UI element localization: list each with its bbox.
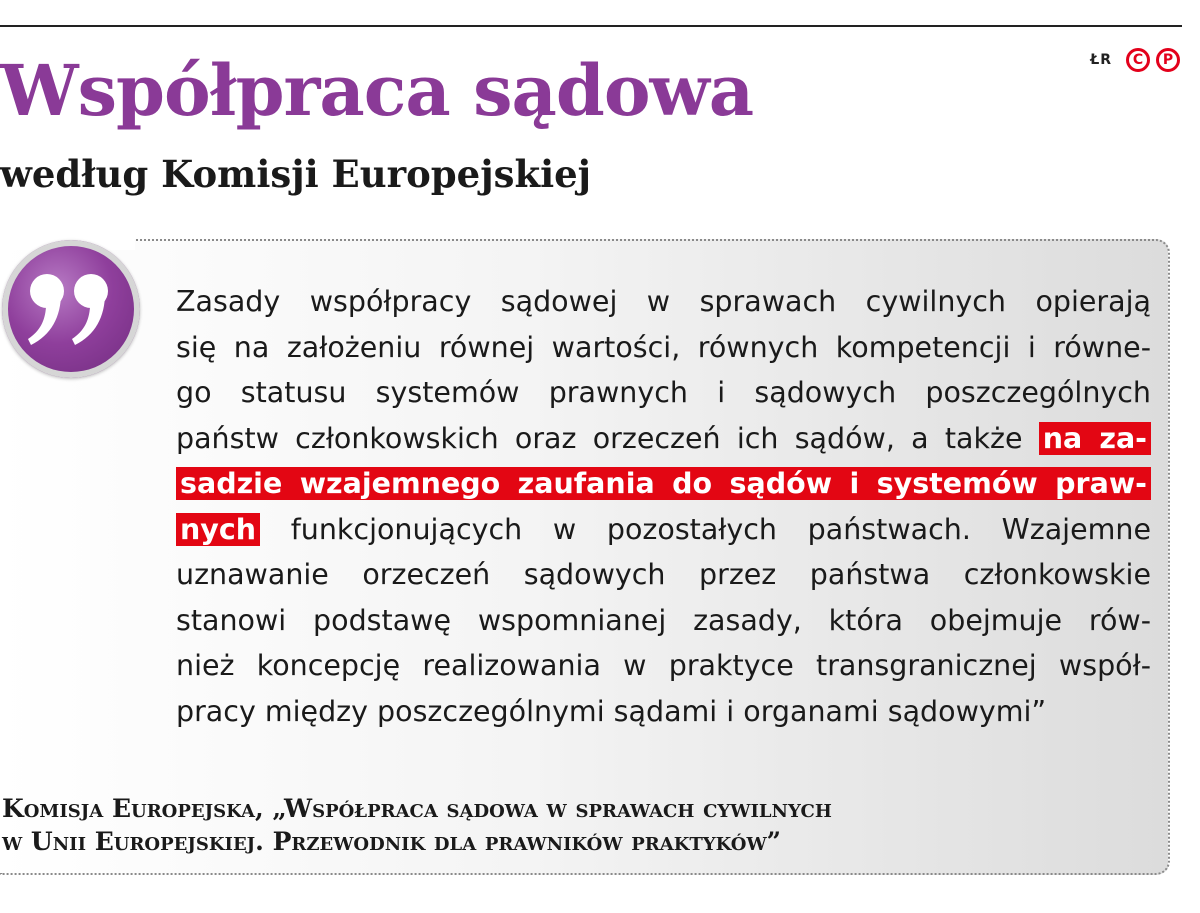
top-rule [0, 25, 1182, 27]
page-subtitle: według Komisji Europejskiej [0, 152, 592, 196]
quote-line-4 [176, 416, 1151, 462]
quote-line-6-text: funkcjonujących w pozostałych państwach. Wzajemne [260, 512, 1151, 546]
copyright-p-icon: P [1156, 48, 1180, 72]
copyright-c-icon: C [1126, 48, 1150, 72]
quote-source-line-1: Komisja Europejska, „Współpraca sądowa w sprawach cywilnych [2, 794, 832, 823]
quotation-mark-glyph [25, 269, 117, 349]
quote-line-4-text: państw członkowskich oraz orzeczeń ich sądów, a także [176, 421, 1039, 455]
quote-line-8: stanowi podstawę wspomnianej zasady, która obejmuje rów- [176, 603, 1151, 637]
quote-line-6 [176, 507, 1151, 553]
quote-line-2: się na założeniu równej wartości, równych kompetencji i równe- [176, 330, 1151, 364]
quote-line-1: Zasady współpracy sądowej w sprawach cywilnych opierają [176, 285, 1151, 318]
quote-line-7: uznawanie orzeczeń sądowych przez państwa członkowskie [176, 558, 1151, 591]
quote-line-3: go statusu systemów prawnych i sądowych poszczególnych [176, 376, 1151, 409]
quote-highlight-2: sadzie wzajemnego zaufania do sądów i systemów praw- [176, 467, 1151, 500]
quote-text [176, 279, 1151, 734]
credit-initials: ŁR [1090, 52, 1112, 68]
quotation-mark-icon [2, 240, 140, 378]
quote-highlight-3: nych [176, 513, 260, 546]
quote-highlight-1: na za- [1039, 422, 1151, 455]
quote-source [2, 792, 832, 858]
quote-source-line-2: w Unii Europejskiej. Przewodnik dla prawników praktyków” [2, 827, 782, 856]
quote-line-9: nież koncepcję realizowania w praktyce transgranicznej współ- [176, 649, 1151, 682]
author-credit [1090, 48, 1180, 72]
quote-line-10: pracy między poszczególnymi sądami i organami sądowymi” [176, 694, 1047, 728]
quote-line-5 [176, 461, 1151, 507]
page-title: Współpraca sądowa [0, 49, 754, 132]
